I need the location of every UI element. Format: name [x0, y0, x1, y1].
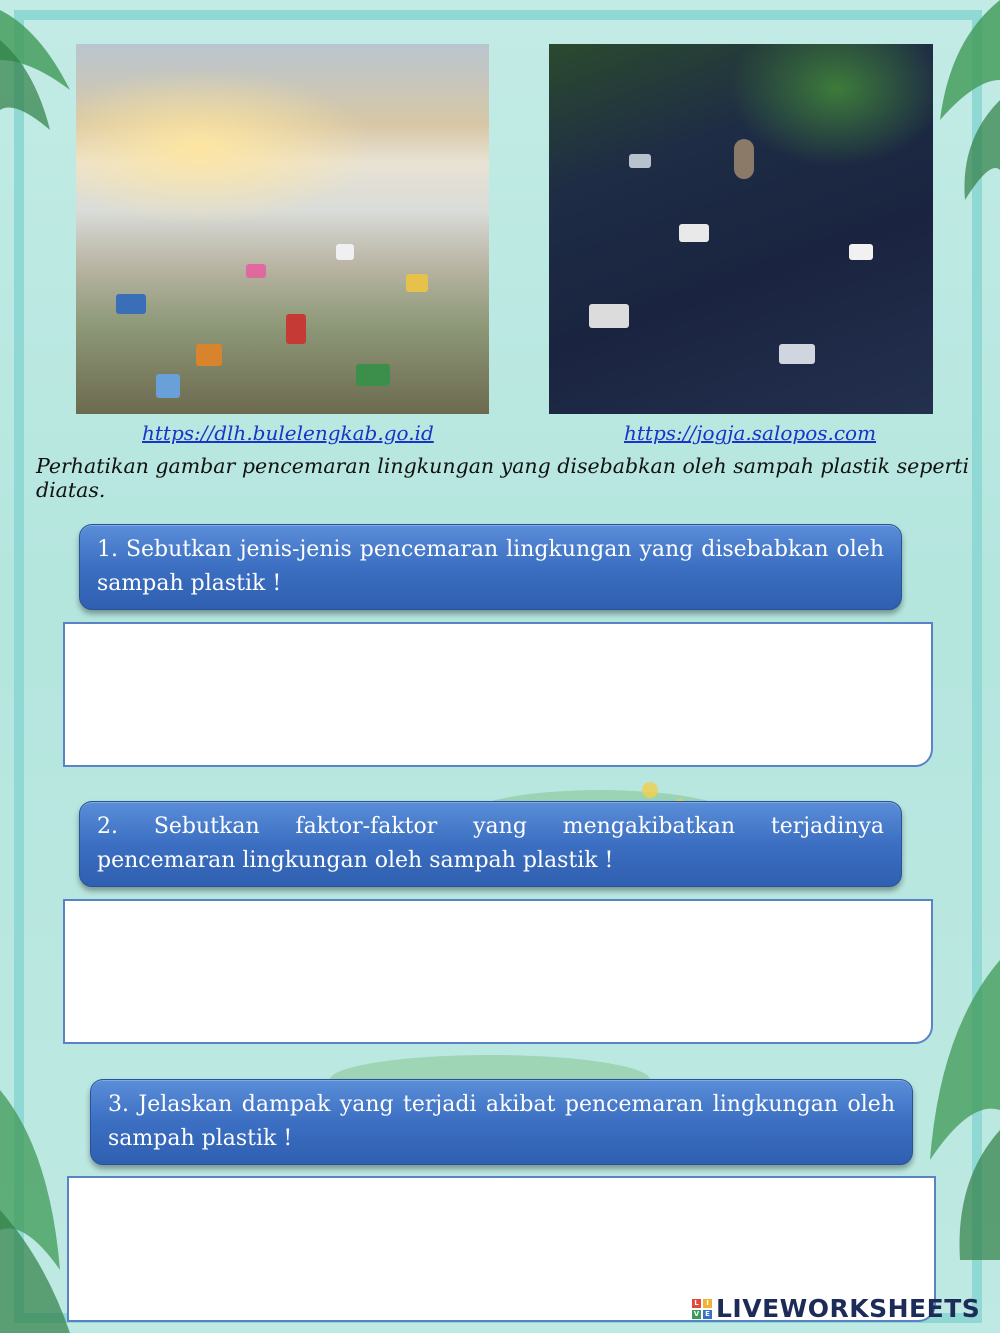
instruction-text: Perhatikan gambar pencemaran lingkungan yang disebabkan oleh sampah plastik seperti diatas. [36, 454, 970, 502]
plastic-landfill-photo [76, 44, 489, 414]
question-2-box: 2. Sebutkan faktor-faktor yang mengakibatkan terjadinya pencemaran lingkungan oleh sampah plastik ! [79, 801, 902, 887]
liveworksheets-logo [692, 1294, 980, 1323]
answer-2-field[interactable] [63, 899, 933, 1044]
question-1-box: 1. Sebutkan jenis-jenis pencemaran lingkungan yang disebabkan oleh sampah plastik ! [79, 524, 902, 610]
image-source-link-1[interactable]: https://dlh.bulelengkab.go.id [142, 421, 434, 445]
polluted-river-photo [549, 44, 933, 414]
question-3-box: 3. Jelaskan dampak yang terjadi akibat pencemaran lingkungan oleh sampah plastik ! [90, 1079, 913, 1165]
live-mark-icon: L I V E [692, 1299, 712, 1319]
image-source-link-2[interactable]: https://jogja.salopos.com [624, 421, 877, 445]
brand-name: LIVEWORKSHEETS [716, 1294, 981, 1323]
answer-1-field[interactable] [63, 622, 933, 767]
